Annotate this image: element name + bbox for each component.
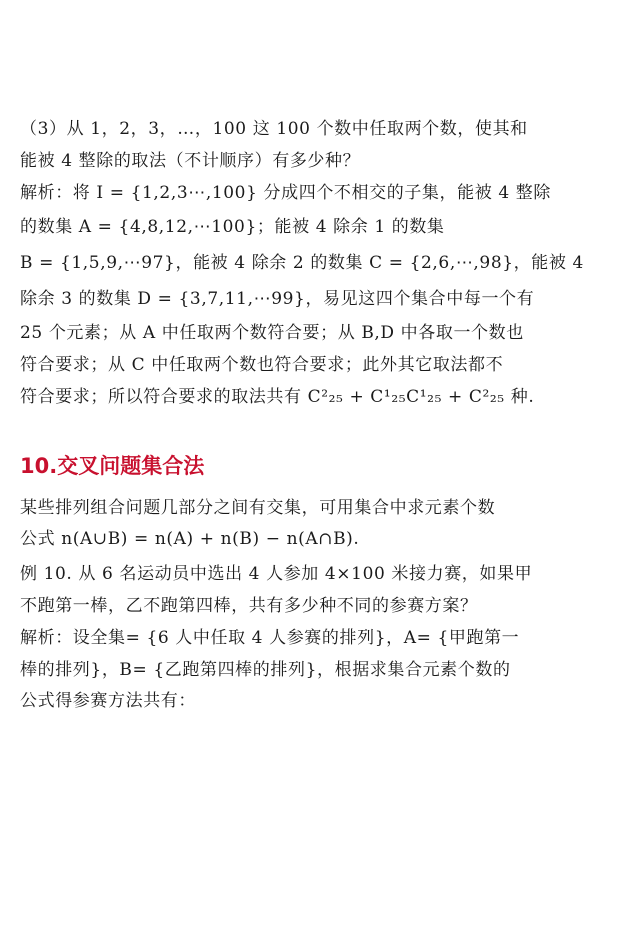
content-line: 某些排列组合问题几部分之间有交集，可用集合中求元素个数 xyxy=(20,498,496,518)
problem-line: 除余 3 的数集 D = {3,7,11,⋯99}，易见这四个集合中每一个有 xyxy=(20,289,535,309)
content-line: 解析：设全集= {6 人中任取 4 人参赛的排列}，A= {甲跑第一 xyxy=(20,628,520,648)
problem-line: （3）从 1，2，3，…，100 这 100 个数中任取两个数，使其和 xyxy=(20,119,528,139)
problem-line: 符合要求；所以符合要求的取法共有 C²₂₅ + C¹₂₅C¹₂₅ + C²₂₅ 种. xyxy=(20,387,535,407)
problem-line: 符合要求；从 C 中任取两个数也符合要求；此外其它取法都不 xyxy=(20,355,504,375)
problem-line: B = {1,5,9,⋯97}，能被 4 除余 2 的数集 C = {2,6,⋯,98}，能被 4 xyxy=(20,253,584,273)
content-line: 棒的排列}，B= {乙跑第四棒的排列}，根据求集合元素个数的 xyxy=(20,660,511,680)
content-line: 例 10. 从 6 名运动员中选出 4 人参加 4×100 米接力赛，如果甲 xyxy=(20,564,533,584)
problem-line: 25 个元素；从 A 中任取两个数符合要；从 B,D 中各取一个数也 xyxy=(20,323,524,343)
problem-line: 能被 4 整除的取法（不计顺序）有多少种？ xyxy=(20,151,361,171)
problem-line: 解析：将 I = {1,2,3⋯,100} 分成四个不相交的子集，能被 4 整除 xyxy=(20,183,551,203)
content-line: 公式 n(A∪B) = n(A) + n(B) − n(A∩B). xyxy=(20,529,360,549)
section-heading: 10.交叉问题集合法 xyxy=(20,454,205,478)
content-line: 不跑第一棒，乙不跑第四棒，共有多少种不同的参赛方案？ xyxy=(20,596,478,616)
problem-line: 的数集 A = {4,8,12,⋯100}；能被 4 除余 1 的数集 xyxy=(20,217,445,237)
content-line: 公式得参赛方法共有： xyxy=(20,691,196,711)
